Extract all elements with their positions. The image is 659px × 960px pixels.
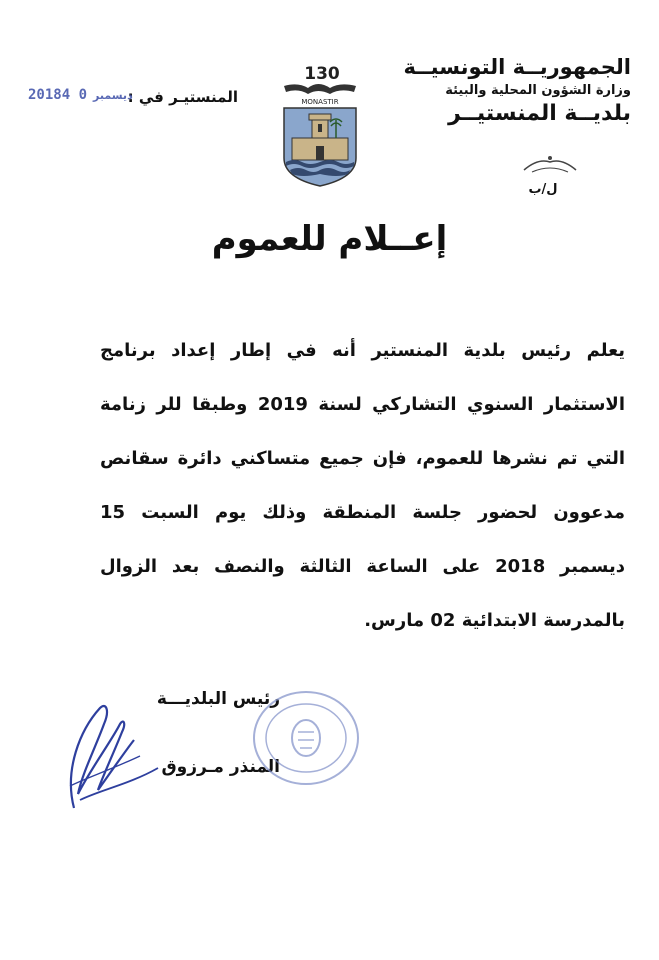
- signatory-role: رئيس البلديـــة: [156, 689, 280, 709]
- emblem-anniversary: 130: [304, 64, 340, 84]
- date-stamp-year: 2018: [28, 87, 62, 103]
- reference-code: ل/ب: [528, 182, 558, 197]
- signatory-name: المنذر مـرزوق: [161, 757, 280, 777]
- letterhead: [371, 52, 631, 128]
- emblem-city: MONASTIR: [301, 98, 339, 106]
- republic-name: الجمهوريــة التونسيــة: [403, 55, 631, 79]
- ornament-icon: [520, 148, 580, 178]
- place-date-label: المنستيـر في :: [127, 88, 238, 106]
- municipality-name: بلديــة المنستيــر: [448, 101, 631, 126]
- notice-body: يعلم رئيس بلدية المنستير أنه في إطار إعداد برنامج الاستثمار السنوي التشاركي لسنة 2019 وطبقا للر زنامة التي تم نشرها للعموم، فإن جميع متساكني دائرة سقانص مدعوون لحضور جلسة المنطقة وذلك يوم السبت 15 ديسمبر 2018 على الساعة الثالثة والنصف بعد الزوال بالمدرسة الابتدائية 02 مارس.: [100, 340, 625, 631]
- date-stamp-month: ديسمبر: [93, 89, 133, 102]
- date-stamp-day: 0 4: [61, 87, 88, 103]
- municipality-emblem: [278, 62, 362, 188]
- ministry-name: وزارة الشؤون المحلية والبيئة: [445, 83, 631, 98]
- handwritten-signature: [60, 690, 170, 820]
- official-seal-icon: [250, 688, 362, 788]
- date-stamp: [28, 82, 139, 108]
- notice-title: إعــلام للعموم: [211, 219, 448, 259]
